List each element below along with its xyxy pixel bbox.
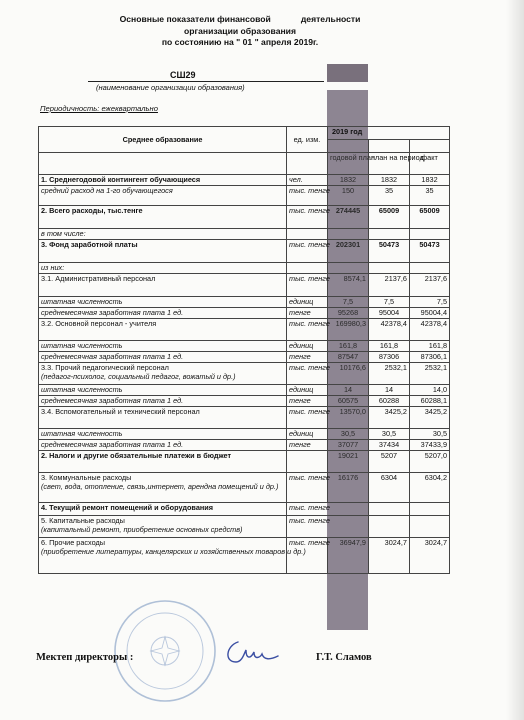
table-row: [39, 396, 450, 407]
table-row: [39, 352, 450, 363]
row-period: 30,5: [369, 429, 410, 440]
row-annual: 37077: [328, 440, 369, 451]
row-fact: 87306,1: [410, 352, 450, 363]
row-period: 60288: [369, 396, 410, 407]
row-annual: 8574,1: [328, 274, 369, 297]
table-row: [39, 297, 450, 308]
table-row: [39, 385, 450, 396]
organization-underline: [88, 81, 324, 82]
row-label: среднемесячная заработная плата 1 ед.: [39, 352, 287, 363]
row-label: 5. Капитальные расходы: [41, 516, 125, 525]
row-label: 3.1. Административный персонал: [39, 274, 287, 297]
row-period: 35: [369, 186, 410, 206]
table-row: [39, 516, 450, 538]
row-unit: тыс. тенге: [287, 363, 328, 385]
row-fact: 50473: [410, 240, 450, 263]
row-period: 2137,6: [369, 274, 410, 297]
row-annual: 10176,6: [328, 363, 369, 385]
table-row: [39, 206, 450, 229]
row-annual: 169980,3: [328, 319, 369, 341]
row-period: 2532,1: [369, 363, 410, 385]
table-row: [39, 341, 450, 352]
table-row: [39, 407, 450, 429]
row-annual: 95268: [328, 308, 369, 319]
row-unit: тыс. тенге: [287, 240, 328, 263]
row-unit: единиц: [287, 341, 328, 352]
row-annual: 36947,9: [328, 538, 369, 574]
row-fact: 3425,2: [410, 407, 450, 429]
row-period: 161,8: [369, 341, 410, 352]
table-row: [39, 186, 450, 206]
row-period: 95004: [369, 308, 410, 319]
row-period: 3024,7: [369, 538, 410, 574]
row-annual: 16176: [328, 473, 369, 503]
header-section: Среднее образование: [39, 127, 287, 153]
table-header-row: [39, 127, 450, 140]
row-period: 5207: [369, 451, 410, 473]
row-fact: 37433,9: [410, 440, 450, 451]
organization-name: СШ29: [170, 70, 196, 80]
table-row: [39, 429, 450, 440]
signature-icon: [222, 636, 282, 670]
title-line-1b: деятельности: [300, 14, 361, 24]
table-row: [39, 538, 450, 574]
row-unit: единиц: [287, 297, 328, 308]
row-label: 2. Налоги и другие обязательные платежи в бюджет: [39, 451, 287, 473]
row-unit: тенге: [287, 352, 328, 363]
row-sublabel: (свет, вода, отопление, связь,интернет, арендна помещений и др.): [41, 482, 279, 491]
row-unit: чел.: [287, 175, 328, 186]
row-sublabel: (приобретение литературы, канцелярских и хозяйственных товаров и др.): [41, 547, 306, 556]
row-unit: единиц: [287, 429, 328, 440]
table-row: [39, 440, 450, 451]
row-label: штатная численность: [39, 341, 287, 352]
header-period-plan: план на период: [369, 153, 410, 175]
row-period: 65009: [369, 206, 410, 229]
director-role-label: Мектеп директоры :: [36, 652, 134, 663]
page-edge-shadow: [506, 0, 524, 720]
header-year: 2019 год: [328, 127, 450, 140]
row-unit: тыс. тенге: [287, 206, 328, 229]
row-unit: единиц: [287, 385, 328, 396]
row-sublabel: (педагог-психолог, социальный педагог, вожатый и др.): [41, 372, 236, 381]
row-fact: 30,5: [410, 429, 450, 440]
row-annual: 150: [328, 186, 369, 206]
row-label: 6. Прочие расходы: [41, 538, 106, 547]
header-annual-plan: годовой план: [328, 153, 369, 175]
row-unit: тыс. тенге: [287, 319, 328, 341]
table-row: [39, 319, 450, 341]
row-label: штатная численность: [39, 297, 287, 308]
row-unit: тенге: [287, 440, 328, 451]
redaction-bar: [327, 64, 368, 82]
row-label: из них:: [39, 263, 287, 274]
row-sublabel: (капитальный ремонт, приобретение основных средств): [41, 525, 243, 534]
row-label: в том числе:: [39, 229, 287, 240]
director-name: Г.Т. Сламов: [316, 652, 372, 663]
row-fact: 3024,7: [410, 538, 450, 574]
indicators-table: [38, 126, 450, 574]
header-unit: ед. изм.: [287, 127, 328, 153]
row-period: 42378,4: [369, 319, 410, 341]
row-annual: 30,5: [328, 429, 369, 440]
row-annual: 161,8: [328, 341, 369, 352]
row-period: 7,5: [369, 297, 410, 308]
row-label: 2. Всего расходы, тыс.тенге: [39, 206, 287, 229]
organization-caption: (наименование организации образования): [96, 83, 245, 92]
row-period: 1832: [369, 175, 410, 186]
table-row: [39, 503, 450, 516]
row-fact: 1832: [410, 175, 450, 186]
row-label: средний расход на 1-го обучающегося: [39, 186, 287, 206]
row-unit: тенге: [287, 308, 328, 319]
row-label: среднемесячная заработная плата 1 ед.: [39, 396, 287, 407]
row-label: среднемесячная заработная плата 1 ед.: [39, 440, 287, 451]
row-annual: 13570,0: [328, 407, 369, 429]
row-label: 3.4. Вспомогательный и технический персонал: [39, 407, 287, 429]
row-period: 6304: [369, 473, 410, 503]
row-annual: 1832: [328, 175, 369, 186]
title-line-3: по состоянию на " 01 " апреля 2019г.: [161, 37, 319, 47]
row-period: 3425,2: [369, 407, 410, 429]
row-annual: 7,5: [328, 297, 369, 308]
table-row: [39, 363, 450, 385]
table-row: [39, 274, 450, 297]
row-label: 1. Среднегодовой контингент обучающиеся: [39, 175, 287, 186]
row-unit: тыс. тенге: [287, 186, 328, 206]
row-annual: 60575: [328, 396, 369, 407]
table-row: [39, 473, 450, 503]
table-row: [39, 451, 450, 473]
row-fact: 5207,0: [410, 451, 450, 473]
row-unit: тыс. тенге: [287, 503, 369, 516]
row-annual: 19021: [328, 451, 369, 473]
row-annual: 274445: [328, 206, 369, 229]
row-fact: 161,8: [410, 341, 450, 352]
row-label: среднемесячная заработная плата 1 ед.: [39, 308, 287, 319]
title-line-2: организации образования: [184, 25, 296, 36]
row-fact: 42378,4: [410, 319, 450, 341]
title-line-1a: Основные показатели финансовой: [119, 14, 271, 24]
row-label: 3. Коммунальные расходы: [41, 473, 132, 482]
row-label: 3. Фонд заработной платы: [39, 240, 287, 263]
row-fact: 2532,1: [410, 363, 450, 385]
table-row: [39, 229, 450, 240]
row-fact: 35: [410, 186, 450, 206]
row-period: 87306: [369, 352, 410, 363]
header-fact: факт: [410, 153, 450, 175]
row-annual: 87547: [328, 352, 369, 363]
row-fact: 60288,1: [410, 396, 450, 407]
row-unit: тыс. тенге: [287, 473, 328, 503]
row-fact: 14,0: [410, 385, 450, 396]
row-label: штатная численность: [39, 385, 287, 396]
seal-stamp-icon: [110, 596, 220, 706]
row-annual: 202301: [328, 240, 369, 263]
row-fact: 2137,6: [410, 274, 450, 297]
row-fact: 65009: [410, 206, 450, 229]
row-unit: тыс. тенге: [287, 516, 369, 538]
row-label: 3.2. Основной персонал - учителя: [39, 319, 287, 341]
row-label: 3.3. Прочий педагогический персонал: [41, 363, 169, 372]
row-unit: тенге: [287, 396, 328, 407]
document-title: [40, 14, 440, 49]
table-row: [39, 240, 450, 263]
row-unit: тыс. тенге: [287, 538, 328, 574]
table-row: [39, 263, 450, 274]
row-annual: 14: [328, 385, 369, 396]
row-unit: тыс. тенге: [287, 407, 328, 429]
row-period: 50473: [369, 240, 410, 263]
row-fact: 95004,4: [410, 308, 450, 319]
row-label: 4. Текущий ремонт помещений и оборудования: [39, 503, 287, 516]
table-row: [39, 308, 450, 319]
table-row: [39, 175, 450, 186]
row-period: 37434: [369, 440, 410, 451]
table-subheader-row: [39, 153, 450, 175]
row-fact: 6304,2: [410, 473, 450, 503]
row-fact: 7,5: [410, 297, 450, 308]
row-period: 14: [369, 385, 410, 396]
periodicity-label: Периодичность: ежеквартально: [40, 104, 158, 113]
row-label: штатная численность: [39, 429, 287, 440]
row-unit: тыс. тенге: [287, 274, 328, 297]
